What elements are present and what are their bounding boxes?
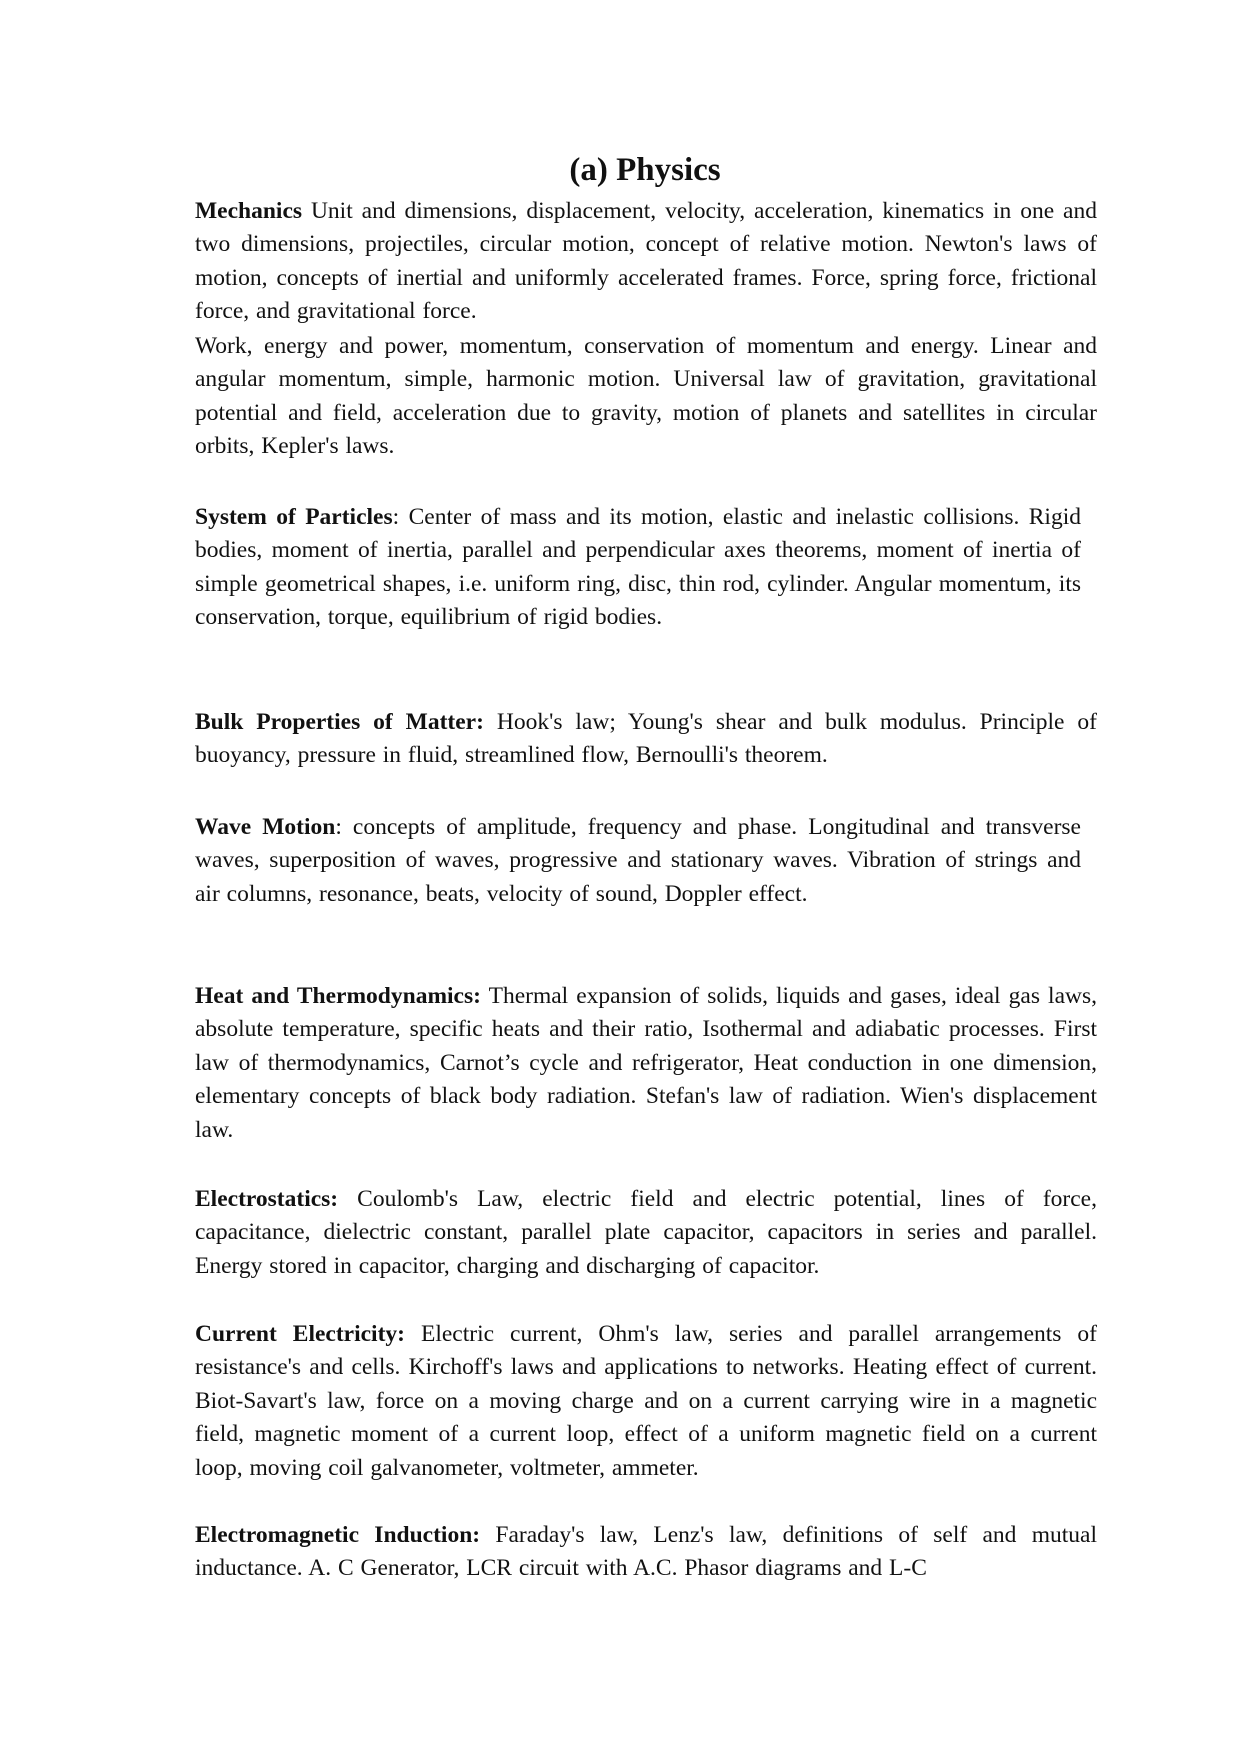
section-mechanics bbox=[195, 195, 1097, 329]
section-text: Electric current, Ohm's law, series and parallel arrangements of resistance's and cells. Kirchoff's laws and applications to networks. Heating effect of current. Biot-Savart's law, force on a moving charge and on a current carrying wire in a magnetic field, magnetic moment of a current loop, effect of a uniform magnetic field on a current loop, moving coil galvanometer, voltmeter, ammeter. bbox=[195, 1321, 1097, 1481]
section-bulk-properties bbox=[195, 706, 1097, 773]
section-text: : Center of mass and its motion, elastic and inelastic collisions. Rigid bodies, moment of inertia, parallel and perpendicular axes theorems, moment of inertia of simple geometrical shapes, i.e. uniform ring, disc, thin rod, cylinder. Angular momentum, its conservation, torque, equilibrium of rigid bodies. bbox=[195, 504, 1081, 631]
section-electrostatics bbox=[195, 1183, 1097, 1283]
section-heading: Wave Motion bbox=[195, 814, 336, 840]
section-wave-motion bbox=[195, 811, 1081, 911]
section-text: Hook's law; Young's shear and bulk modulus. Principle of buoyancy, pressure in fluid, streamlined flow, Bernoulli's theorem. bbox=[195, 709, 1097, 769]
section-heading: Electrostatics: bbox=[195, 1186, 339, 1212]
section-heading: Mechanics bbox=[195, 198, 303, 224]
section-text: Coulomb's Law, electric field and electric potential, lines of force, capacitance, dielectric constant, parallel plate capacitor, capacitors in series and parallel. Energy stored in capacitor, charging and discharging of capacitor. bbox=[195, 1186, 1097, 1279]
section-heat-thermodynamics bbox=[195, 980, 1097, 1147]
section-text: Thermal expansion of solids, liquids and gases, ideal gas laws, absolute temperature, specific heats and their ratio, Isothermal and adiabatic processes. First law of thermodynamics, Carnot’s cycle and refrigerator, Heat conduction in one dimension, elementary concepts of black body radiation. Stefan's law of radiation. Wien's displacement law. bbox=[195, 983, 1097, 1143]
section-heading: Current Electricity: bbox=[195, 1321, 405, 1347]
section-heading: Heat and Thermodynamics: bbox=[195, 983, 481, 1009]
page-title: (a) Physics bbox=[569, 152, 721, 188]
section-text: Faraday's law, Lenz's law, definitions of self and mutual inductance. A. C Generator, LCR circuit with A.C. Phasor diagrams and L-C bbox=[195, 1522, 1097, 1582]
section-text: Work, energy and power, momentum, conservation of momentum and energy. Linear and angular momentum, simple, harmonic motion. Universal law of gravitation, gravitational potential and field, acceleration due to gravity, motion of planets and satellites in circular orbits, Kepler's laws. bbox=[195, 333, 1097, 460]
section-heading: System of Particles bbox=[195, 504, 393, 530]
section-text: Unit and dimensions, displacement, velocity, acceleration, kinematics in one and two dimensions, projectiles, circular motion, concept of relative motion. Newton's laws of motion, concepts of inertial and uniformly accelerated frames. Force, spring force, frictional force, and gravitational force. bbox=[195, 198, 1097, 325]
section-heading: Electromagnetic Induction: bbox=[195, 1522, 481, 1548]
section-text: : concepts of amplitude, frequency and phase. Longitudinal and transverse waves, superposition of waves, progressive and stationary waves. Vibration of strings and air columns, resonance, beats, velocity of sound, Doppler effect. bbox=[195, 814, 1081, 907]
section-system-of-particles bbox=[195, 501, 1081, 635]
section-heading: Bulk Properties of Matter: bbox=[195, 709, 484, 735]
section-current-electricity bbox=[195, 1318, 1097, 1485]
section-mechanics-continued bbox=[195, 330, 1097, 464]
section-electromagnetic-induction bbox=[195, 1519, 1097, 1586]
